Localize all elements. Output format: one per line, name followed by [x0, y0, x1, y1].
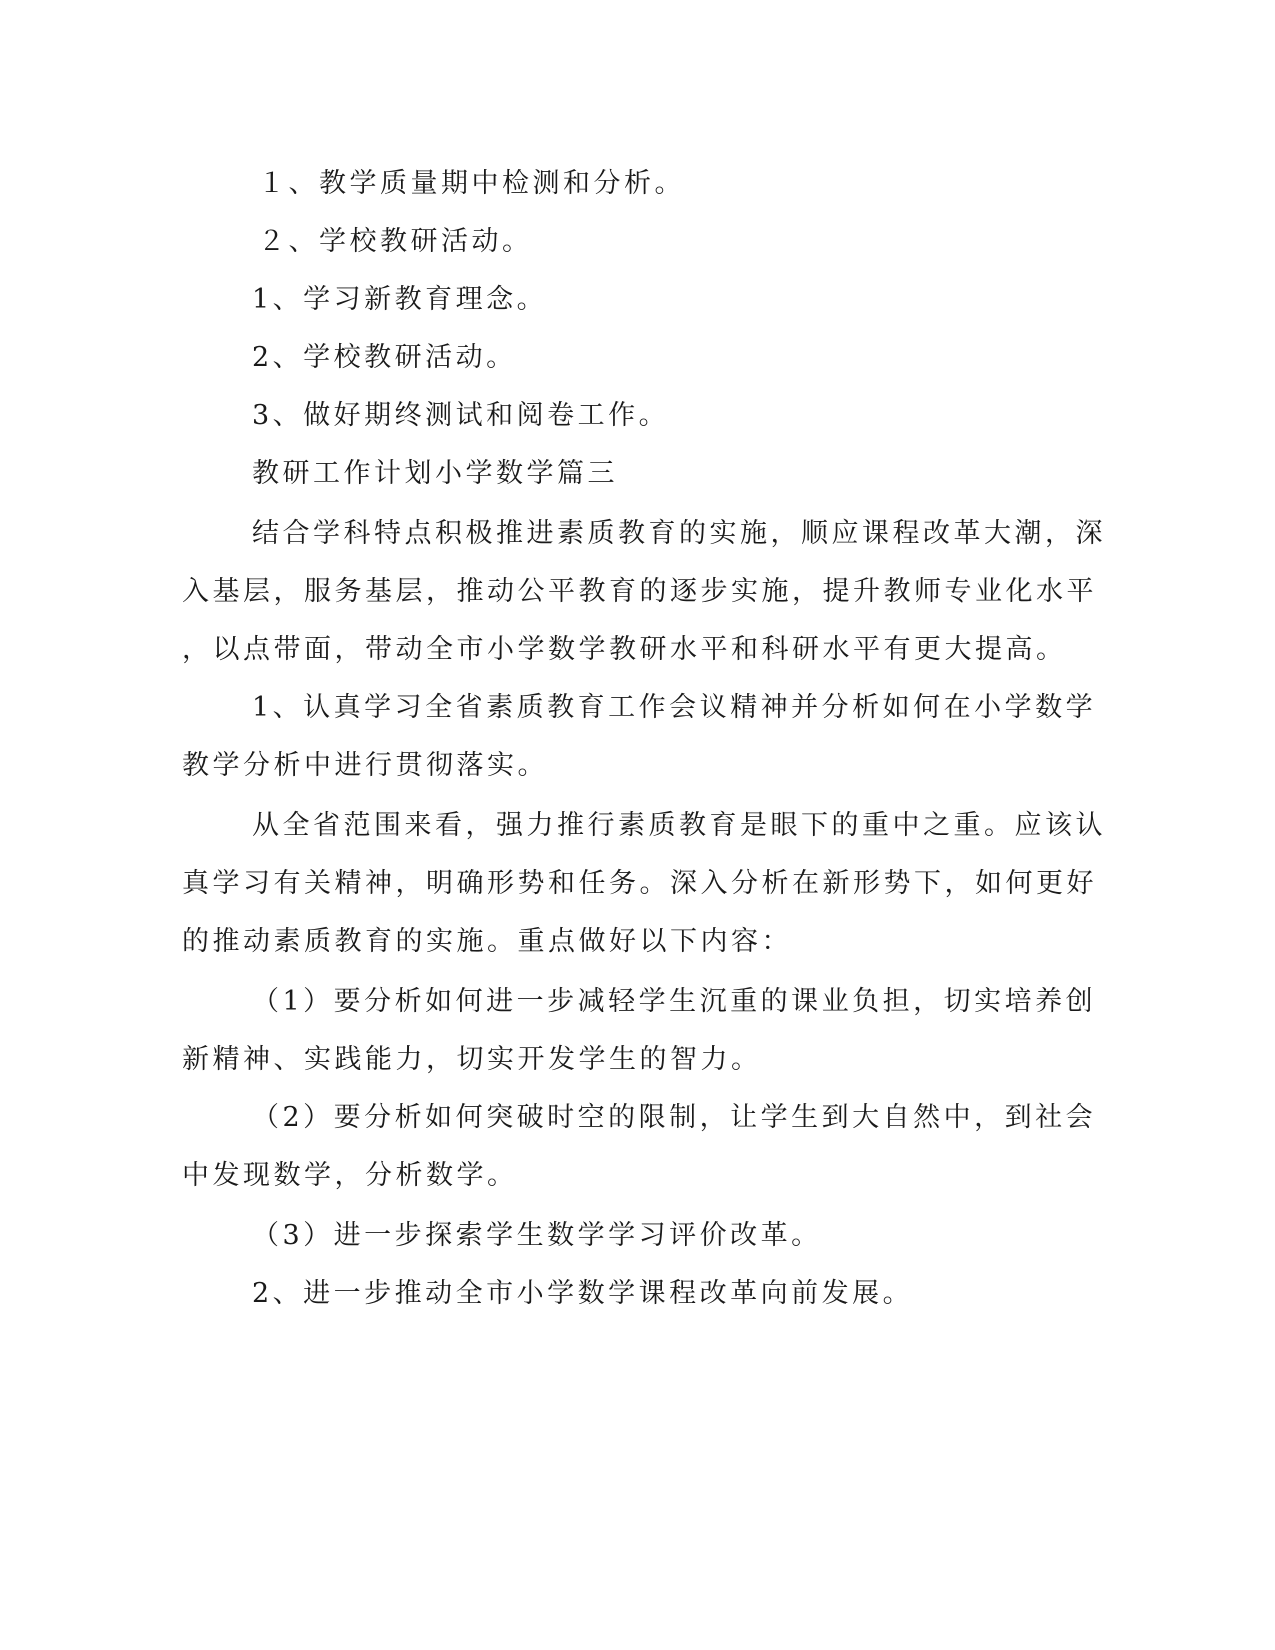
- paragraph-line: 结合学科特点积极推进素质教育的实施，顺应课程改革大潮，深: [252, 518, 1106, 549]
- paragraph-line: 新精神、实践能力，切实开发学生的智力。: [182, 1044, 762, 1075]
- section-heading: 教研工作计划小学数学篇三: [252, 458, 618, 489]
- list-item: ２、学校教研活动。: [258, 226, 533, 257]
- paragraph-line: （2）要分析如何突破时空的限制，让学生到大自然中，到社会: [252, 1102, 1097, 1133]
- list-item: 2、学校教研活动。: [252, 342, 517, 373]
- list-item: 3、做好期终测试和阅卷工作。: [252, 400, 670, 431]
- paragraph-line: 真学习有关精神，明确形势和任务。深入分析在新形势下，如何更好: [182, 868, 1097, 899]
- paragraph-line: ，以点带面，带动全市小学数学教研水平和科研水平有更大提高。: [182, 634, 1067, 665]
- paragraph-line: 1、认真学习全省素质教育工作会议精神并分析如何在小学数学: [252, 692, 1097, 723]
- list-item: １、教学质量期中检测和分析。: [258, 168, 685, 199]
- paragraph-line: 入基层，服务基层，推动公平教育的逐步实施，提升教师专业化水平: [182, 576, 1097, 607]
- paragraph-line: （1）要分析如何进一步减轻学生沉重的课业负担，切实培养创: [252, 986, 1097, 1017]
- list-item: 1、学习新教育理念。: [252, 284, 548, 315]
- paragraph-line: 的推动素质教育的实施。重点做好以下内容：: [182, 926, 792, 957]
- paragraph-line: 2、进一步推动全市小学数学课程改革向前发展。: [252, 1278, 914, 1309]
- paragraph-line: 中发现数学，分析数学。: [182, 1160, 518, 1191]
- paragraph-line: 从全省范围来看，强力推行素质教育是眼下的重中之重。应该认: [252, 810, 1106, 841]
- paragraph-line: 教学分析中进行贯彻落实。: [182, 750, 548, 781]
- paragraph-line: （3）进一步探索学生数学学习评价改革。: [252, 1220, 822, 1251]
